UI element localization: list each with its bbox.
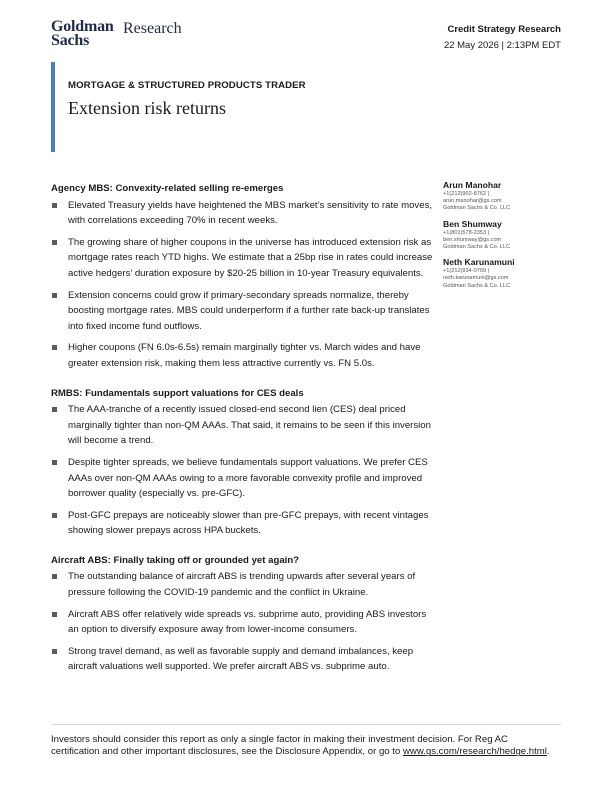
author-phone: +1(212)934-0709 |	[443, 268, 490, 275]
bullet-square-icon	[52, 574, 57, 579]
bullet-text: The growing share of higher coupons in the universe has introduced extension risk as mortgage rates reach YTD highs. We estimate that a 25bp rise in rates could increase active hedgers’ duration exposure by $20-25 billion in 10-year Treasury equivalents.	[68, 236, 433, 279]
bullet-text: Higher coupons (FN 6.0s-6.5s) remain marginally tighter vs. March wides and have greater extension risk, making them less attractive currently vs. FN 5.0s.	[68, 342, 421, 369]
author-name: Arun Manohar	[443, 180, 502, 190]
bullet-square-icon	[52, 240, 57, 245]
author-phone: +1(801)578-2353 |	[443, 229, 490, 236]
footer-divider	[51, 724, 561, 725]
author-email[interactable]: ben.shumway@gs.com	[443, 236, 502, 243]
report-header	[444, 22, 561, 54]
bullet-item	[51, 569, 436, 600]
disclosure-footer	[51, 734, 551, 759]
bullet-text: Extension concerns could grow if primary-secondary spreads normalize, thereby boosting mortgage rates. MBS could underperform if a further rate back-up translates into fixed income fund outflows.	[68, 289, 430, 332]
bullet-item	[51, 198, 436, 229]
bullet-square-icon	[52, 293, 57, 298]
disclosure-period: .	[546, 746, 550, 758]
series-name: MORTGAGE & STRUCTURED PRODUCTS TRADER	[68, 80, 306, 91]
author-phone: +1(212)902-8762 |	[443, 191, 490, 197]
bullet-text: Aircraft ABS offer relatively wide spreads vs. subprime auto, providing ABS investors an option to diversify exposure away from lower-income consumers.	[68, 608, 427, 636]
bullet-square-icon	[52, 203, 57, 208]
bullet-item	[51, 607, 436, 638]
bullet-list	[51, 198, 436, 372]
goldman-sachs-logo	[51, 20, 191, 54]
main-content	[51, 181, 436, 689]
logo-line-1: Goldman	[51, 18, 114, 35]
author-firm: Goldman Sachs & Co. LLC	[443, 205, 511, 212]
bullet-square-icon	[52, 460, 57, 465]
logo-line-2: Sachs	[51, 32, 90, 49]
bullet-item	[51, 235, 436, 282]
author-card	[443, 257, 568, 290]
bullet-item	[51, 288, 436, 335]
bullet-item	[51, 340, 436, 371]
logo-research: Research	[123, 20, 182, 37]
bullet-list	[51, 569, 436, 675]
bullet-item	[51, 644, 436, 675]
bullet-item	[51, 455, 436, 502]
author-firm: Goldman Sachs & Co. LLC	[443, 244, 511, 251]
disclosure-text: Investors should consider this report as only a single factor in making their investment decision. For Reg AC certification and other important disclosures, see the Disclosure Appendix, or go to	[51, 734, 508, 758]
bullet-text: Strong travel demand, as well as favorable supply and demand imbalances, keep aircraft valuations well supported. We prefer aircraft ABS vs. subprime auto.	[68, 645, 414, 673]
bullet-text: Post-GFC prepays are noticeably slower than pre-GFC prepays, with recent vintages showing slower prepays across HPA buckets.	[68, 509, 429, 537]
author-firm: Goldman Sachs & Co. LLC	[443, 282, 511, 289]
author-card	[443, 180, 568, 213]
bullet-text: The outstanding balance of aircraft ABS is trending upwards after several years of pressure following the COVID-19 pandemic and the conflict in Ukraine.	[68, 571, 416, 599]
author-list	[443, 180, 568, 296]
title-accent-bar	[51, 62, 55, 152]
section-heading: RMBS: Fundamentals support valuations for CES deals	[51, 387, 304, 399]
author-name: Neth Karunamuni	[443, 257, 515, 268]
author-email[interactable]: neth.karunamuni@gs.com	[443, 275, 509, 282]
author-card	[443, 219, 568, 252]
page-title: Extension risk returns	[68, 98, 226, 118]
bullet-text: Despite tighter spreads, we believe fundamentals support valuations. We prefer CES AAAs over non-QM AAAs owing to a more favorable convexity profile and improved borrower quality (especially vs. pre-GFC).	[68, 456, 428, 500]
disclosure-link[interactable]: www.gs.com/research/hedge.html	[402, 746, 547, 758]
section-heading: Agency MBS: Convexity-related selling re-emerges	[51, 183, 284, 194]
bullet-item	[51, 508, 436, 539]
logo-wordmark	[51, 20, 114, 48]
bullet-square-icon	[52, 407, 57, 412]
bullet-square-icon	[52, 345, 57, 350]
author-email[interactable]: arun.manohar@gs.com	[443, 198, 502, 205]
bullet-square-icon	[52, 513, 57, 518]
report-date: 22 May 2026 | 2:13PM EDT	[443, 40, 561, 51]
bullet-list	[51, 402, 436, 539]
bullet-text: The AAA-tranche of a recently issued closed-end second lien (CES) deal priced marginally tighter than non-QM AAAs. That said, it remains to be seen if this inversion will become a trend.	[68, 404, 431, 447]
section-heading: Aircraft ABS: Finally taking off or grounded yet again?	[51, 554, 300, 566]
bullet-text: Elevated Treasury yields have heightened the MBS market’s sensitivity to rate moves, with correlations exceeding 70% in recent weeks.	[68, 199, 433, 227]
bullet-square-icon	[52, 649, 57, 654]
bullet-square-icon	[52, 612, 57, 617]
author-name: Ben Shumway	[443, 218, 502, 229]
report-type: Credit Strategy Research	[447, 24, 561, 35]
bullet-item	[51, 402, 436, 449]
